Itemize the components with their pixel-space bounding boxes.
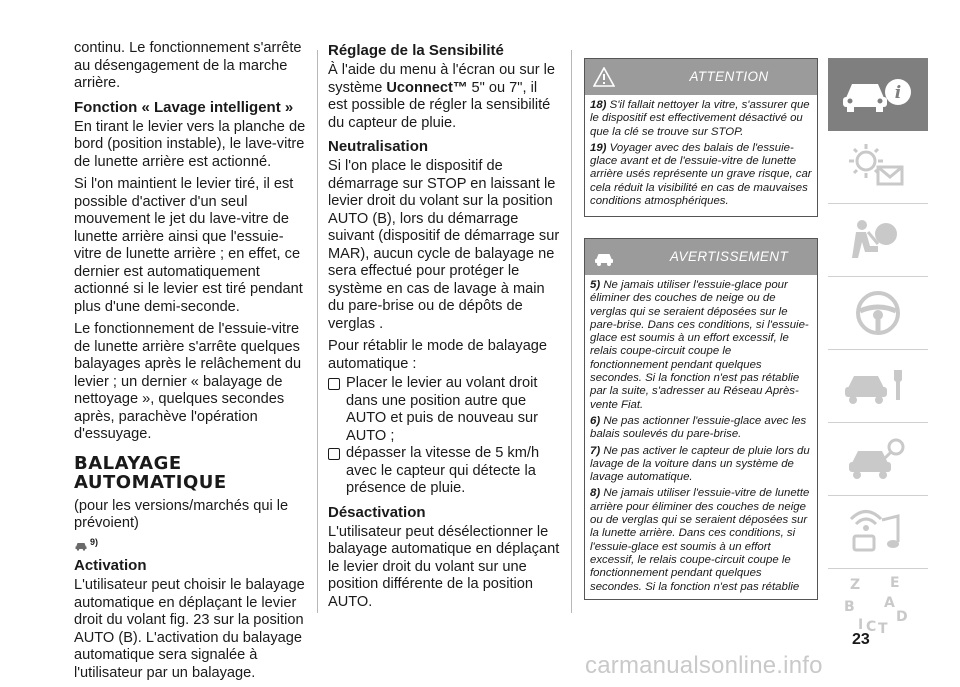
note-text: Ne jamais utiliser l'essuie-vitre de lunette arrière pour éliminer des couches de neige ou de verglas qui se seraient déposées sur la lunette arrière. Dans ces conditions, si l'essuie-glace est soumis à un effort excessif, le relais coupe-circuit coupe le fonctionnement pendant quelques secondes. Si la fonction n'est pas rétablie	[590, 487, 810, 593]
attention-body	[585, 95, 817, 216]
section-heading: Activation	[74, 557, 147, 574]
index-letter: D	[896, 609, 908, 625]
section-heading: Désactivation	[328, 503, 426, 521]
paragraph: Le fonctionnement de l'essuie-vitre de lunette arrière s'arrête quelques balayages après le relâchement du levier ; un dernier « balayage de nettoyage », quelques secondes après, parachève l'opération d'essuyage.	[74, 321, 302, 442]
attention-header	[585, 59, 817, 95]
section-heading: Neutralisation	[328, 138, 429, 155]
paragraph	[328, 62, 560, 132]
list-item	[328, 375, 560, 445]
checkbox-bullet-icon	[328, 448, 340, 460]
paragraph: En tirant le levier vers la planche de bord (position instable), le lave-vitre de lunette arrière est actionné.	[74, 118, 306, 170]
list-item-text: dépasser la vitesse de 5 km/h avec le capteur qui détecte la présence de pluie.	[346, 445, 540, 496]
car-service-icon	[838, 431, 918, 487]
uconnect-brand: Uconnect™	[386, 79, 468, 96]
note-item	[590, 142, 812, 208]
paragraph: continu. Le fonctionnement s'arrête au désengagement de la marche arrière.	[74, 40, 302, 91]
index-letter: Z	[850, 577, 861, 593]
text-column-1	[74, 40, 306, 687]
text-run: 5" ou 7", il est possible de régler la sensibilité du capteur de pluie.	[328, 79, 551, 131]
paragraph: L'utilisateur peut choisir le balayage automatique en déplaçant le levier droit du volant fig. 23 sur la position AUTO (B). L'activation du balayage automatique sera signalée à l'utilisateur par un balayage.	[74, 577, 305, 681]
page-number: 23	[852, 631, 870, 648]
index-letter: B	[844, 599, 855, 615]
car-warning-icon	[593, 67, 615, 87]
note-item	[590, 99, 812, 139]
paragraph: Pour rétablir le mode de balayage automatique :	[328, 338, 548, 372]
index-letter: A	[884, 595, 895, 611]
reference-number: 9)	[90, 536, 99, 547]
car-warning-icon	[74, 539, 88, 551]
tab-multimedia[interactable]	[828, 496, 928, 569]
avertissement-body	[585, 275, 817, 599]
paragraph: L'utilisateur peut désélectionner le balayage automatique en déplaçant le levier droit du volant sur une position différente de la position AUTO.	[328, 523, 560, 610]
warning-lights-icon	[838, 139, 918, 195]
tab-service[interactable]	[828, 423, 928, 496]
avertissement-title: AVERTISSEMENT	[669, 249, 789, 264]
note-number: 19)	[590, 141, 607, 154]
car-caution-icon	[593, 247, 615, 267]
tab-emergency[interactable]	[828, 350, 928, 423]
list-item	[328, 445, 560, 498]
chapter-heading-line-2: AUTOMATIQUE	[74, 471, 227, 493]
checkbox-bullet-icon	[328, 378, 340, 390]
tab-airbag[interactable]	[828, 204, 928, 277]
index-letter: I	[858, 617, 864, 633]
note-number: 5)	[590, 279, 601, 291]
note-number: 18)	[590, 99, 607, 111]
index-letter: T	[878, 621, 888, 635]
paragraph: (pour les versions/marchés qui le prévoient)	[74, 497, 289, 531]
note-text: Ne jamais utiliser l'essuie-glace pour éliminer des couches de neige ou de verglas qui se seraient déposées sur le pare-brise. Dans ces conditions, si l'essuie-glace est soumis à un effort excessif, le relais coupe-circuit coupe le fonctionnement pendant quelques secondes. Si la fonction n'est pas rétablie par la suite, s'adresser au Réseau Après-vente Fiat.	[590, 279, 809, 411]
alphabet-index-icon	[838, 575, 918, 635]
paragraph: Si l'on place le dispositif de démarrage sur STOP en laissant le levier droit du volant sur la position AUTO (B), lors du démarrage suivant (dispositif de démarrage sur MAR), aucun cycle de balayage ne sera effectué pour protéger le système en cas de lavage à main du pare-brise ou de dépôts de verglas .	[328, 158, 560, 332]
column-divider	[317, 50, 318, 613]
note-item	[590, 487, 812, 593]
note-text: S'il fallait nettoyer la vitre, s'assurer que le dispositif est effectivement désactivé ou que la clé se trouve sur STOP.	[590, 99, 810, 138]
note-item	[590, 445, 812, 485]
tab-warning-lights[interactable]	[828, 131, 928, 204]
section-heading: Fonction « Lavage intelligent »	[74, 98, 294, 116]
text-column-2	[328, 40, 560, 616]
avertissement-header	[585, 239, 817, 275]
text-run: À l'aide du menu à l'écran ou sur le système	[328, 62, 556, 96]
note-number: 8)	[590, 487, 601, 500]
chapter-index-sidebar	[828, 58, 928, 641]
airbag-icon	[838, 212, 918, 268]
column-divider	[571, 50, 572, 613]
chapter-heading	[74, 454, 306, 492]
list-item-text: Placer le levier au volant droit dans une position autre que AUTO et puis de nouveau sur AUTO ;	[346, 375, 538, 444]
note-text: Voyager avec des balais de l'essuie-glace avant et de l'essuie-vitre de lunette arrière usés représente un grave risque, car cela réduit la visibilité en cas de mauvaises conditions atmosphériques.	[590, 141, 812, 208]
note-item	[590, 415, 812, 442]
index-letter: E	[890, 575, 900, 591]
tab-alphabetical-index[interactable]	[828, 569, 928, 641]
tab-car-info[interactable]	[828, 58, 928, 131]
index-letter: C	[866, 619, 877, 635]
multimedia-icon	[838, 504, 918, 560]
paragraph: Si l'on maintient le levier tiré, il est possible d'activer d'un seul mouvement le jet du lave-vitre de lunette arrière ainsi que l'essuie-vitre de lunette arrière ; en effet, ce dernier est automatiquement actionné si le levier est tiré pendant plus d'une demi-seconde.	[74, 176, 303, 315]
note-number: 7)	[590, 444, 601, 457]
steering-wheel-icon	[838, 285, 918, 341]
note-text: Ne pas actionner l'essuie-glace avec les balais soulevés du pare-brise.	[590, 414, 807, 441]
note-text: Ne pas activer le capteur de pluie lors du lavage de la voiture dans un système de lavage automatique.	[590, 444, 810, 484]
avertissement-box	[584, 238, 818, 600]
watermark: carmanualsonline.info	[585, 652, 823, 679]
svg-text:i: i	[894, 83, 902, 103]
attention-box	[584, 58, 818, 217]
car-info-icon	[838, 70, 918, 118]
warning-reference[interactable]	[74, 534, 306, 552]
section-heading: Réglage de la Sensibilité	[328, 42, 504, 59]
attention-title: ATTENTION	[689, 69, 769, 84]
note-item	[590, 279, 812, 412]
tab-steering-wheel[interactable]	[828, 277, 928, 350]
car-wrench-icon	[838, 358, 918, 414]
chapter-heading-line-1: BALAYAGE	[74, 452, 182, 474]
note-number: 6)	[590, 414, 601, 427]
